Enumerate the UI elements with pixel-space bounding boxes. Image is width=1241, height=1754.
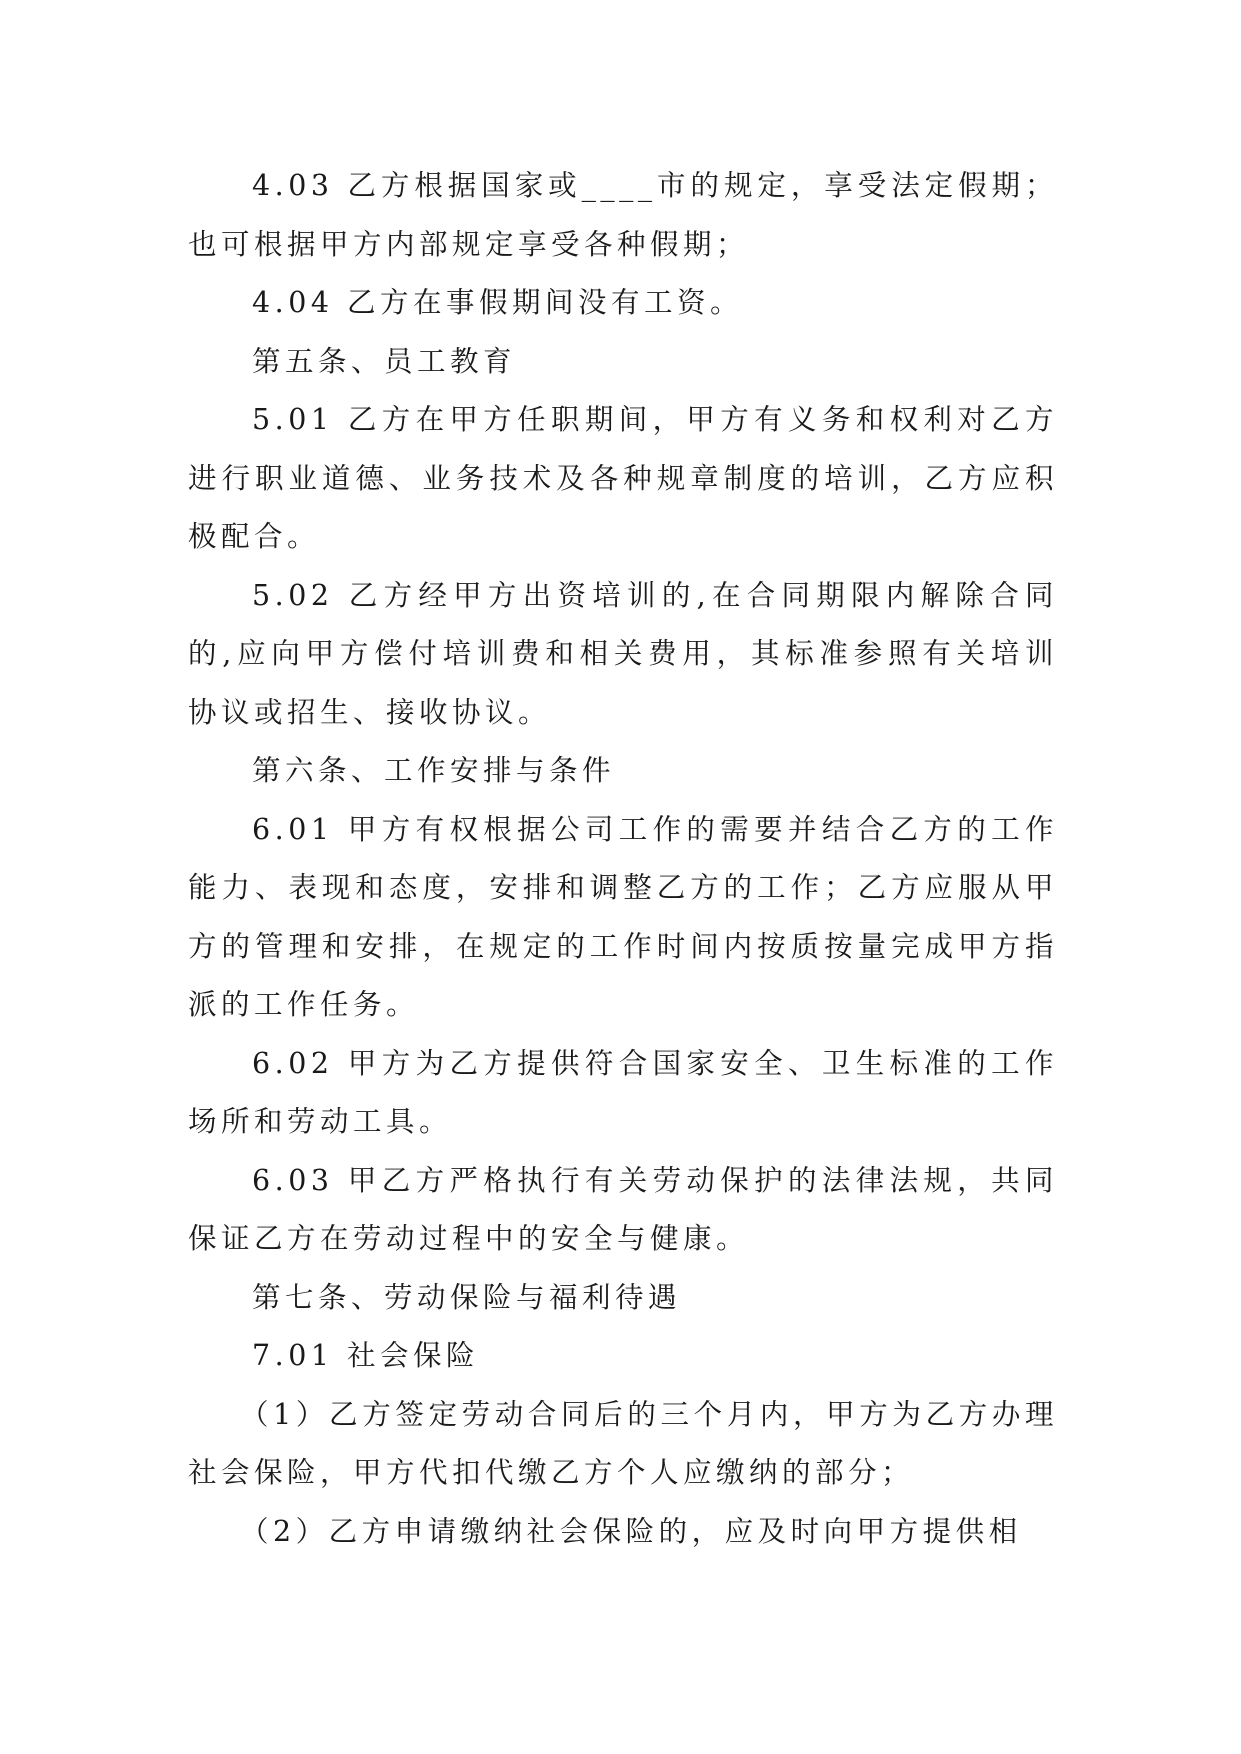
paragraph-4-03: 4.03 乙方根据国家或____市的规定，享受法定假期；也可根据甲方内部规定享受各种假期； bbox=[188, 169, 1058, 261]
paragraph-7-01-item-2: （2）乙方申请缴纳社会保险的，应及时向甲方提供相 bbox=[240, 1514, 1022, 1548]
paragraph-6-01: 6.01 甲方有权根据公司工作的需要并结合乙方的工作能力、表现和态度，安排和调整乙方的工作；乙方应服从甲方的管理和安排，在规定的工作时间内按质按量完成甲方指派的工作任务。 bbox=[188, 812, 1058, 1021]
heading-article-7: 第七条、劳动保险与福利待遇 bbox=[252, 1280, 682, 1314]
paragraph-7-01: 7.01 社会保险 bbox=[252, 1339, 480, 1372]
heading-article-6: 第六条、工作安排与条件 bbox=[252, 754, 616, 787]
heading-article-5: 第五条、员工教育 bbox=[252, 344, 517, 378]
paragraph-6-02: 6.02 甲方为乙方提供符合国家安全、卫生标准的工作场所和劳动工具。 bbox=[188, 1046, 1058, 1138]
paragraph-7-01-item-1: （1）乙方签定劳动合同后的三个月内，甲方为乙方办理社会保险，甲方代扣代缴乙方个人应缴纳的部分； bbox=[188, 1397, 1058, 1489]
paragraph-4-04: 4.04 乙方在事假期间没有工资。 bbox=[252, 286, 744, 319]
paragraph-5-01: 5.01 乙方在甲方任职期间，甲方有义务和权利对乙方进行职业道德、业务技术及各种规章制度的培训，乙方应积极配合。 bbox=[188, 403, 1058, 553]
document-body bbox=[188, 157, 1058, 1561]
paragraph-6-03: 6.03 甲乙方严格执行有关劳动保护的法律法规，共同保证乙方在劳动过程中的安全与健康。 bbox=[188, 1163, 1058, 1255]
paragraph-5-02: 5.02 乙方经甲方出资培训的,在合同期限内解除合同的,应向甲方偿付培训费和相关费用，其标准参照有关培训协议或招生、接收协议。 bbox=[188, 578, 1058, 729]
